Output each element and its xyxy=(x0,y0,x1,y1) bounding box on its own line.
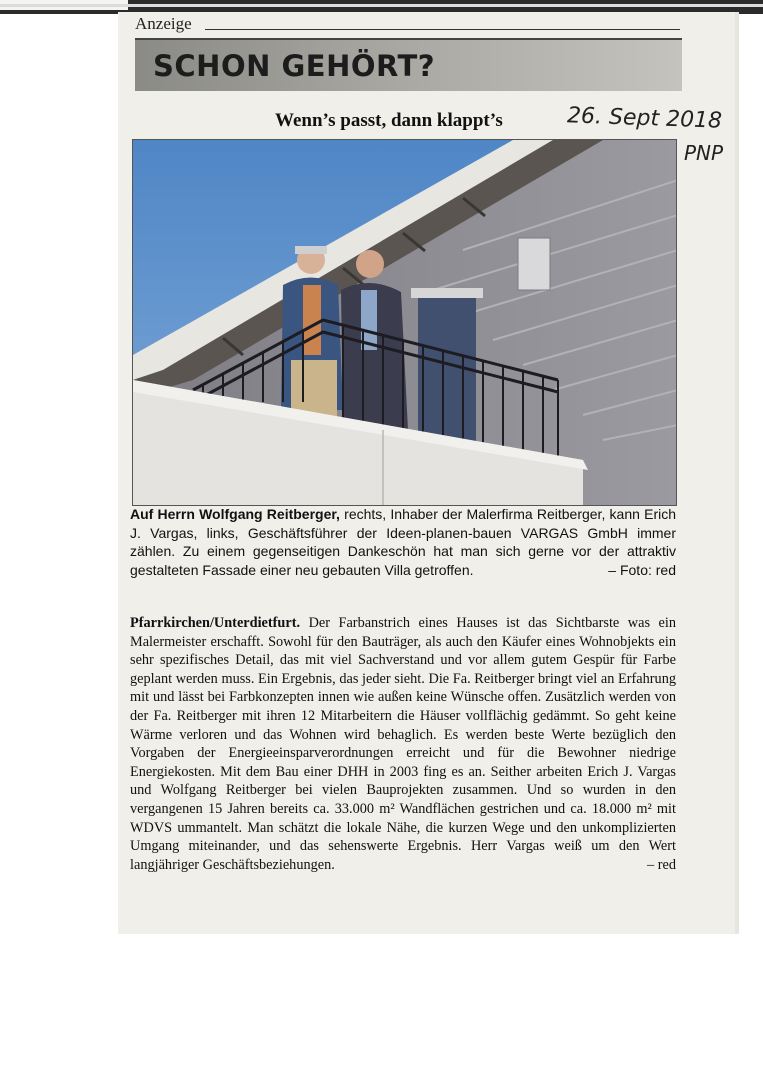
section-banner xyxy=(135,38,682,91)
caption-lead: Auf Herrn Wolfgang Reitberger, xyxy=(130,506,340,522)
headline: Wenn’s passt, dann klappt’s xyxy=(275,110,503,131)
scan-top-edge-stripe xyxy=(0,4,763,7)
handwritten-date: 26. Sept 2018 xyxy=(566,103,723,134)
article-body xyxy=(130,614,676,874)
page-margin xyxy=(0,14,118,1080)
handwritten-initials: PNP xyxy=(684,141,724,165)
ad-label-rule xyxy=(205,29,680,30)
ad-label: Anzeige xyxy=(135,14,192,33)
article-dateline: Pfarrkirchen/Unterdietfurt. xyxy=(130,615,301,631)
caption-text: rechts, Inhaber der Malerfirma Reitberger, kann Erich J. Vargas, links, Geschäftsführer der Ideen-planen-bauen VARGAS GmbH immer zählen. Zu einem gegenseitigen Dankeschön hat man sich gerne vor der attraktiv gestalteten Fassade einer neu gebauten Villa getroffen. xyxy=(130,506,677,578)
article-signature: – red xyxy=(647,856,676,873)
banner-title: SCHON GEHÖRT? xyxy=(153,49,436,83)
article-text: Der Farbanstrich eines Hauses ist das Sichtbarste was ein Malermeister erschafft. Sowohl für den Bauträger, als auch den Käufer eines Wohnobjekts ein sehr spezifisches Detail, das mit viel Sachverstand und vor allem gutem Gespür für Farbe geplant werden muss. Ein Ergebnis, das jeder sieht. Die Fa. Reitberger bringt viel an Erfahrung mit und lässt bei Farbkonzepten innen wie außen keine Wünsche offen. Zusätzlich werden von der Fa. Reitberger mit ihren 12 Mitarbeitern die Häuser vollflächig gedämmt. So geht keine Wärme verloren und das Wohnen wird behaglich. Es werden beste Werte bezüglich den Vorgaben der Energieeinsparverordnungen erreicht und für die Bewohner niedrige Energiekosten. Mit dem Bau einer DHH in 2003 fing es an. Seither arbeiten Erich J. Vargas und Wolfgang Reitberger bei vielen Bauprojekten zusammen. Und so wurden in den vergangenen 15 Jahren bereits ca. 33.000 m² Wandflächen gestrichen und ca. 18.000 m² mit WDVS ummantelt. Man schätzt die lokale Nähe, die kurzen Wege und den unkomplizierten Umgang miteinander, und das sehenswerte Ergebnis. Herr Vargas weiß um den Wert langjähriger Geschäftsbeziehungen. xyxy=(130,615,676,873)
photo-caption xyxy=(130,505,676,579)
clipping-edge xyxy=(735,12,739,934)
photo-two-men-on-balcony-icon xyxy=(133,140,677,506)
photo-credit: – Foto: red xyxy=(608,561,676,578)
article-photo xyxy=(132,139,677,506)
